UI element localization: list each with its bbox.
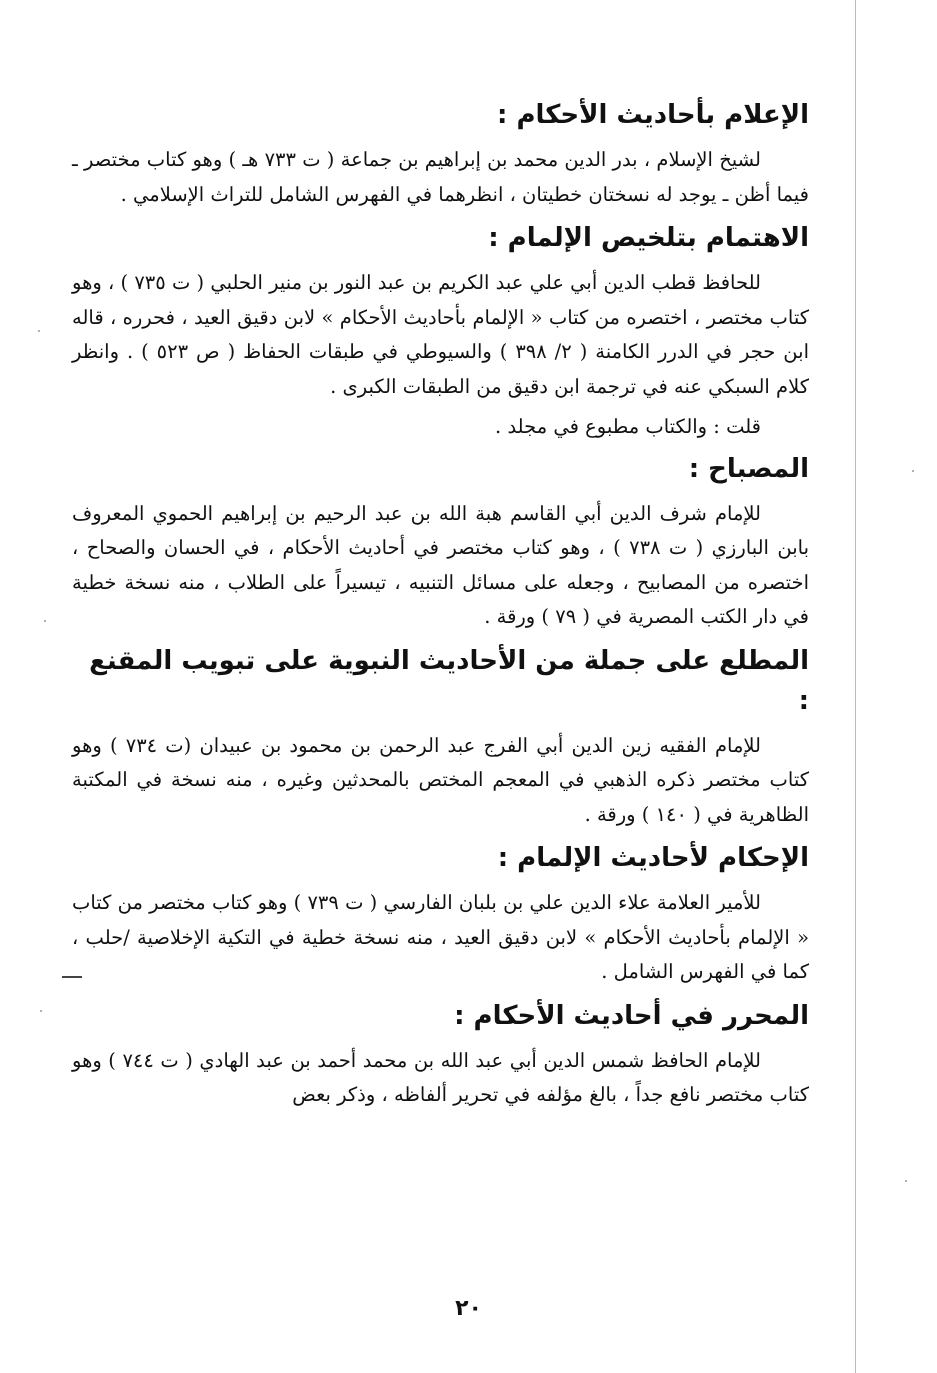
scan-speck — [40, 1010, 42, 1012]
scan-speck — [905, 1180, 907, 1182]
section-paragraph: للأمير العلامة علاء الدين علي بن بلبان الفارسي ( ت ٧٣٩ ) وهو كتاب مختصر من كتاب « الإلمام بأحاديث الأحكام » لابن دقيق العيد ، منه نسخة خطية في التكية الإخلاصية /حلب ، كما في الفهرس الشامل . — [72, 891, 809, 983]
scan-speck — [44, 620, 46, 622]
scan-speck — [38, 330, 40, 332]
section-heading: الإحكام لأحاديث الإلمام : — [497, 843, 809, 873]
section-paragraph: للإمام الحافظ شمس الدين أبي عبد الله بن محمد أحمد بن عبد الهادي ( ت ٧٤٤ ) وهو كتاب مختصر نافع جداً ، بالغ مؤلفه في تحرير ألفاظه ، وذكر بعض — [72, 1048, 809, 1106]
section-heading: الإعلام بأحاديث الأحكام : — [497, 100, 809, 130]
section-heading: الاهتمام بتلخيص الإلمام : — [488, 223, 809, 253]
section-paragraph: للإمام شرف الدين أبي القاسم هبة الله بن عبد الرحيم بن إبراهيم الحموي المعروف بابن البارزي ( ت ٧٣٨ ) ، وهو كتاب مختصر في أحاديث الأحكام ، في الحسان والصحاح ، اختصره من المصابيح ، وجعله على مسائل التنبيه ، تيسيراً على الطلاب ، منه نسخة خطية في دار الكتب المصرية في ( ٧٩ ) ورقة . — [72, 501, 809, 628]
scan-fold-line — [855, 0, 856, 1373]
page-content — [72, 95, 809, 1119]
page-number: ٢٠ — [455, 1296, 482, 1321]
section-heading: المحرر في أحاديث الأحكام : — [454, 1000, 809, 1031]
section-paragraph: للإمام الفقيه زين الدين أبي الفرج عبد الرحمن بن محمود بن عبيدان (ت ٧٣٤ ) وهو كتاب مختصر ذكره الذهبي في المعجم المختص بالمحدثين وغيره ، منه نسخة في المكتبة الظاهرية في ( ١٤٠ ) ورقة . — [72, 733, 809, 826]
section-paragraph: للحافظ قطب الدين أبي علي عبد الكريم بن عبد النور بن منير الحلبي ( ت ٧٣٥ ) ، وهو كتاب مختصر ، اختصره من كتاب « الإلمام بأحاديث الأحكام » لابن دقيق العيد ، فحرره ، قاله ابن حجر في الدرر الكامنة ( ٢/ ٣٩٨ ) والسيوطي في طبقات الحفاظ ( ص ٥٢٣ ) . وانظر كلام السبكي عنه في ترجمة ابن دقيق من الطبقات الكبرى . — [72, 271, 809, 398]
section-heading: المطلع على جملة من الأحاديث النبوية على تبويب المقنع : — [89, 645, 809, 716]
scan-speck — [912, 470, 914, 472]
section-heading: المصباح : — [688, 453, 809, 484]
section-paragraph: لشيخ الإسلام ، بدر الدين محمد بن إبراهيم بن جماعة ( ت ٧٣٣ هـ ) وهو كتاب مختصر ـ فيما أظن ـ يوجد له نسختان خطيتان ، انظرهما في الفهرس الشامل للتراث الإسلامي . — [72, 148, 809, 206]
section-note: قلت : والكتاب مطبوع في مجلد . — [495, 415, 761, 438]
